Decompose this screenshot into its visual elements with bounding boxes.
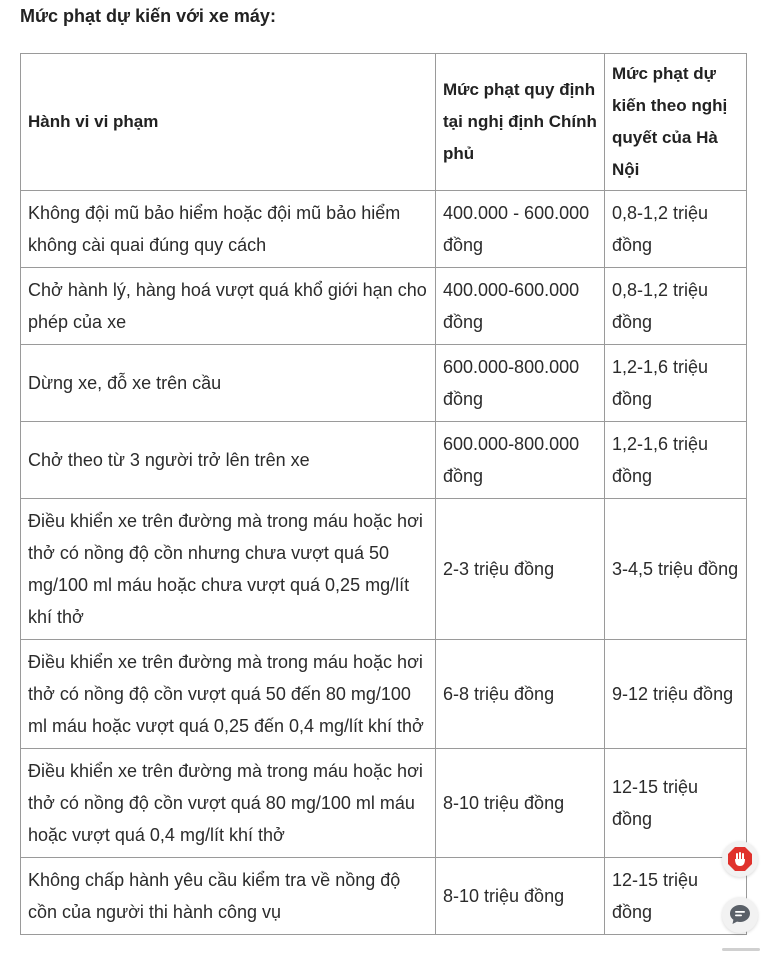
table-row — [21, 858, 747, 935]
header-violation: Hành vi vi phạm — [21, 54, 436, 191]
cell-violation: Điều khiển xe trên đường mà trong máu hoặc hơi thở có nồng độ cồn vượt quá 50 đến 80 mg/100 ml máu hoặc vượt quá 0,25 đến 0,4 mg/lít khí thở — [21, 640, 436, 749]
header-hanoi-fine: Mức phạt dự kiến theo nghị quyết của Hà Nội — [605, 54, 747, 191]
cell-violation: Không đội mũ bảo hiểm hoặc đội mũ bảo hiểm không cài quai đúng quy cách — [21, 191, 436, 268]
stop-hand-icon — [727, 846, 753, 872]
table-row — [21, 345, 747, 422]
page-heading: Mức phạt dự kiến với xe máy: — [20, 6, 276, 26]
table-row — [21, 640, 747, 749]
cell-violation: Không chấp hành yêu cầu kiểm tra về nồng độ cồn của người thi hành công vụ — [21, 858, 436, 935]
scroll-indicator — [722, 948, 760, 951]
cell-violation: Điều khiển xe trên đường mà trong máu hoặc hơi thở có nồng độ cồn vượt quá 80 mg/100 ml máu hoặc vượt quá 0,4 mg/lít khí thở — [21, 749, 436, 858]
cell-hanoi-fine: 0,8-1,2 triệu đồng — [605, 191, 747, 268]
table-row — [21, 749, 747, 858]
cell-violation: Chở theo từ 3 người trở lên trên xe — [21, 422, 436, 499]
cell-hanoi-fine: 9-12 triệu đồng — [605, 640, 747, 749]
report-button[interactable] — [722, 841, 758, 877]
cell-violation: Dừng xe, đỗ xe trên cầu — [21, 345, 436, 422]
table-row — [21, 191, 747, 268]
chat-bubble-icon — [728, 903, 752, 927]
cell-hanoi-fine: 12-15 triệu đồng — [605, 749, 747, 858]
cell-government-fine: 400.000 - 600.000 đồng — [436, 191, 605, 268]
cell-government-fine: 600.000-800.000 đồng — [436, 422, 605, 499]
table-row — [21, 268, 747, 345]
table-header-row — [21, 54, 747, 191]
table-row — [21, 499, 747, 640]
header-government-fine: Mức phạt quy định tại nghị định Chính phủ — [436, 54, 605, 191]
cell-government-fine: 6-8 triệu đồng — [436, 640, 605, 749]
cell-violation: Chở hành lý, hàng hoá vượt quá khổ giới hạn cho phép của xe — [21, 268, 436, 345]
cell-government-fine: 400.000-600.000 đồng — [436, 268, 605, 345]
cell-violation: Điều khiển xe trên đường mà trong máu hoặc hơi thở có nồng độ cồn nhưng chưa vượt quá 50 mg/100 ml máu hoặc chưa vượt quá 0,25 mg/lít khí thở — [21, 499, 436, 640]
cell-government-fine: 600.000-800.000 đồng — [436, 345, 605, 422]
fines-table — [20, 53, 747, 935]
cell-hanoi-fine: 3-4,5 triệu đồng — [605, 499, 747, 640]
cell-government-fine: 2-3 triệu đồng — [436, 499, 605, 640]
cell-government-fine: 8-10 triệu đồng — [436, 749, 605, 858]
cell-hanoi-fine: 1,2-1,6 triệu đồng — [605, 422, 747, 499]
cell-hanoi-fine: 1,2-1,6 triệu đồng — [605, 345, 747, 422]
cell-hanoi-fine: 12-15 triệu đồng — [605, 858, 747, 935]
cell-government-fine: 8-10 triệu đồng — [436, 858, 605, 935]
table-row — [21, 422, 747, 499]
comment-button[interactable] — [722, 897, 758, 933]
cell-hanoi-fine: 0,8-1,2 triệu đồng — [605, 268, 747, 345]
